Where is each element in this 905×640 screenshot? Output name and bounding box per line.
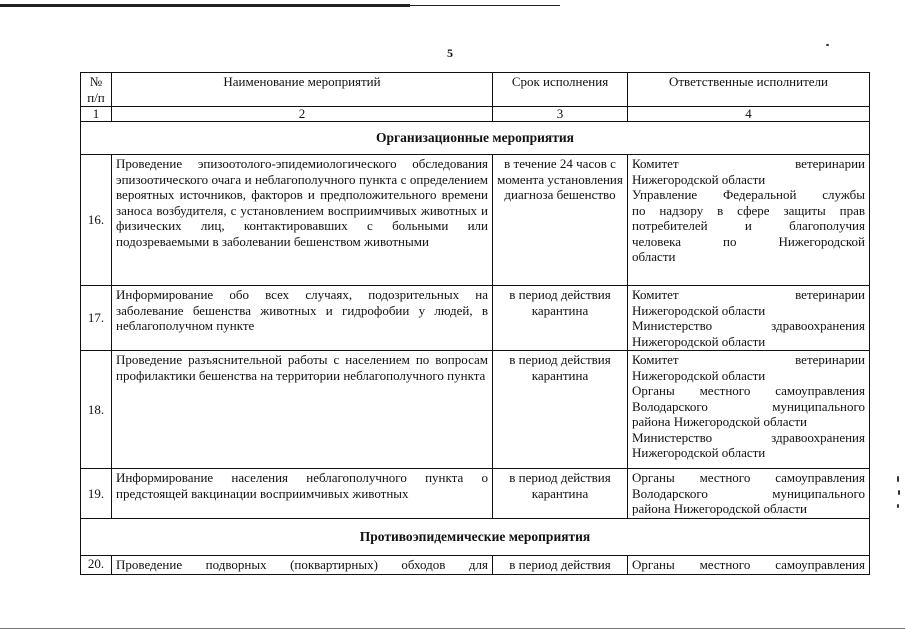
responsible-line: Органы местного самоуправления [632, 383, 865, 398]
responsible-cell [628, 469, 870, 519]
responsible-cell [628, 286, 870, 351]
section-row [81, 122, 870, 155]
deadline: в период действия [493, 556, 628, 575]
activities-table [80, 72, 870, 575]
responsible-line: Органы местного самоуправления [632, 557, 865, 572]
activity-name: Проведение подворных (поквартирных) обходов для [112, 556, 493, 575]
responsible-line: Нижегородской области [632, 333, 766, 349]
section-title-anti-epidemic: Противоэпидемические мероприятия [81, 519, 870, 556]
section-row [81, 519, 870, 556]
table-row [81, 155, 870, 286]
responsible-line: Комитет ветеринарии [632, 287, 865, 302]
table-header-row [81, 73, 870, 107]
responsible-line: потребителей и благополучия [632, 218, 865, 233]
row-number: 20. [81, 556, 112, 575]
header-name: Наименование мероприятий [112, 73, 493, 107]
responsible-line: района Нижегородской области [632, 501, 807, 516]
deadline: в течение 24 часов с момента установления диагноза бешенство [493, 155, 628, 286]
activity-name: Информирование обо всех случаях, подозрительных на заболевание бешенства животных и гидрофобии у людей, в неблагополучном пункте [112, 286, 493, 351]
responsible-line: Нижегородской области [632, 367, 766, 383]
responsible-line: Нижегородской области [632, 445, 766, 460]
scan-speck [897, 476, 899, 482]
responsible-line: Министерство здравоохранения [632, 429, 865, 445]
scan-speck [897, 504, 899, 508]
header-num: № п/п [81, 73, 112, 107]
header-term: Срок исполнения [493, 73, 628, 107]
section-title-organizational: Организационные мероприятия [81, 122, 870, 155]
responsible-line: Комитет ветеринарии [632, 352, 865, 367]
column-index: 2 [112, 107, 493, 122]
deadline: в период действия карантина [493, 286, 628, 351]
row-number: 17. [81, 286, 112, 351]
responsible-line: Нижегородской области [632, 171, 766, 187]
page-number: 5 [447, 46, 453, 60]
header-responsible: Ответственные исполнители [628, 73, 870, 107]
responsible-cell [628, 351, 870, 469]
responsible-line: Нижегородской области [632, 302, 766, 318]
responsible-line: Управление Федеральной службы [632, 187, 865, 202]
activity-name: Проведение эпизоотолого-эпидемиологического обследования эпизоотического очага и неблагополучного пункта с определением вероятных источников, факторов и предположительного времени заноса возбудителя, с установлением восприимчивых животных и физических лиц, контактировавших с больными или подозреваемыми в заболевании бешенством животными [112, 155, 493, 286]
column-index: 4 [628, 107, 870, 122]
responsible-cell [628, 556, 870, 575]
activity-name: Информирование населения неблагополучного пункта о предстоящей вакцинации восприимчивых животных [112, 469, 493, 519]
responsible-line: человека по Нижегородской [632, 233, 865, 249]
responsible-line: по надзору в сфере защиты прав [632, 202, 865, 218]
responsible-cell [628, 155, 870, 286]
row-number: 18. [81, 351, 112, 469]
responsible-line: Володарского муниципального [632, 485, 865, 501]
responsible-line: Органы местного самоуправления [632, 470, 865, 485]
responsible-line: района Нижегородской области [632, 414, 807, 429]
scan-artifact-line [410, 5, 560, 6]
column-index-row [81, 107, 870, 122]
column-index: 1 [81, 107, 112, 122]
deadline: в период действия карантина [493, 351, 628, 469]
responsible-line: Комитет ветеринарии [632, 156, 865, 171]
responsible-line: области [632, 249, 676, 264]
deadline: в период действия карантина [493, 469, 628, 519]
row-number: 16. [81, 155, 112, 286]
table-row [81, 469, 870, 519]
scan-artifact-line [0, 4, 410, 7]
column-index: 3 [493, 107, 628, 122]
table-row [81, 556, 870, 575]
responsible-line: Министерство здравоохранения [632, 318, 865, 333]
row-number: 19. [81, 469, 112, 519]
table-row [81, 286, 870, 351]
activity-name: Проведение разъяснительной работы с населением по вопросам профилактики бешенства на территории неблагополучного пункта [112, 351, 493, 469]
scan-speck [898, 490, 900, 495]
scan-speck [826, 44, 829, 46]
table-row [81, 351, 870, 469]
scan-artifact-line [0, 628, 905, 629]
responsible-line: Володарского муниципального [632, 398, 865, 414]
